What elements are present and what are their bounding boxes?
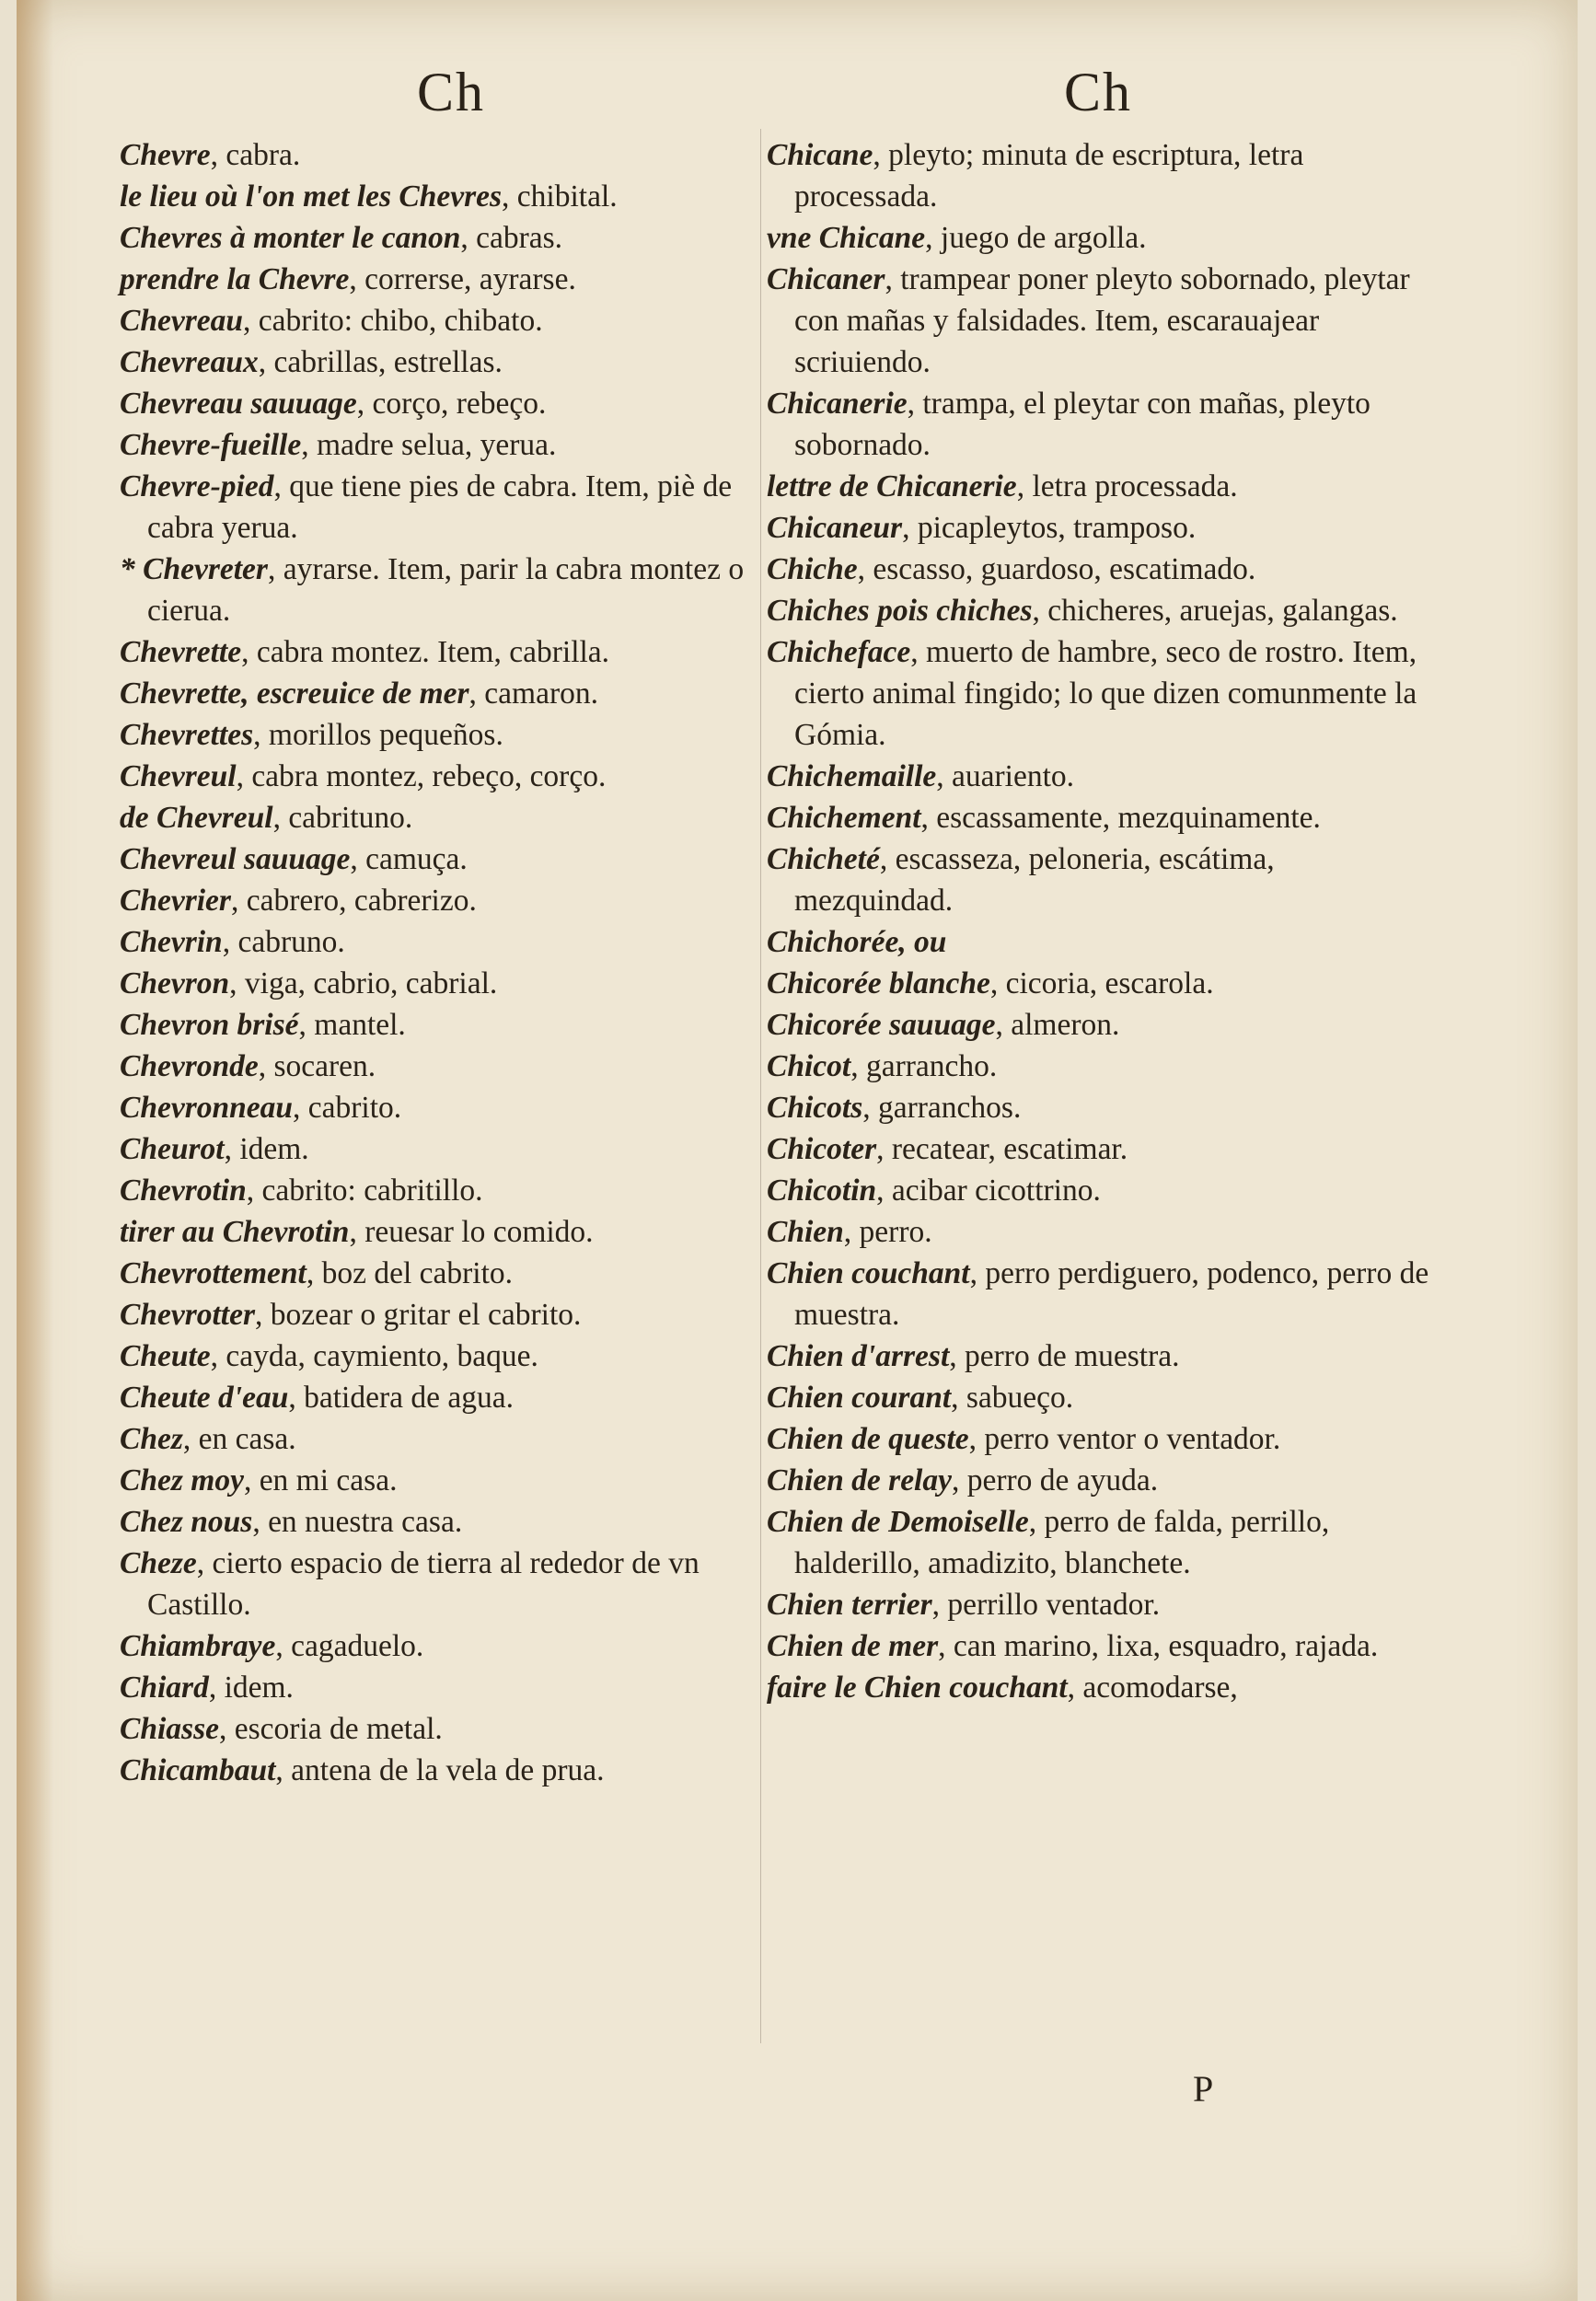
entry-headword: Chez moy (120, 1463, 244, 1497)
entry-definition: , cabruno. (222, 925, 345, 959)
dictionary-entry (767, 383, 1429, 466)
entry-definition: , garrancho. (850, 1049, 998, 1083)
entry-definition: , camuça. (350, 842, 468, 876)
entry-headword: Chez nous (120, 1505, 253, 1539)
entry-headword: Chevres à monter le canon (120, 221, 461, 255)
entry-definition: , escoria de metal. (218, 1712, 443, 1746)
entry-definition: , camaron. (468, 676, 598, 711)
dictionary-entry (120, 259, 746, 300)
entry-definition: , perro de muestra. (949, 1339, 1180, 1373)
entry-definition: , perro de falda, perrillo, halderillo, amadizito, blanchete. (794, 1505, 1330, 1580)
entry-headword: Chien (767, 1215, 844, 1249)
entry-headword: Chicotin (767, 1174, 877, 1208)
entry-headword: Chiasse (120, 1712, 219, 1746)
dictionary-entry (767, 1584, 1429, 1625)
entry-headword: Chicambaut (120, 1753, 276, 1787)
entry-definition: , correrse, ayrarse. (349, 262, 576, 296)
entry-headword: Chevreau (120, 304, 243, 338)
entry-definition: , cabrito: chibo, chibato. (243, 304, 543, 338)
entry-definition: , muerto de hambre, seco de rostro. Item, cierto animal fingido; lo que dizen comunmente la Gómia. (794, 635, 1417, 752)
entry-definition: , perrillo ventador. (931, 1588, 1161, 1622)
entry-definition: , pleyto; minuta de escriptura, letra processada. (794, 138, 1304, 214)
entry-definition: , can marino, lixa, esquadro, rajada. (938, 1629, 1379, 1663)
dictionary-entry (767, 921, 1429, 963)
entry-definition: , recatear, escatimar. (876, 1132, 1128, 1166)
dictionary-entry (120, 1170, 746, 1211)
entry-definition: , boz del cabrito. (306, 1256, 514, 1290)
entry-definition: , chicheres, aruejas, galangas. (1032, 594, 1398, 628)
dictionary-entry (120, 134, 746, 176)
signature-mark: P (1193, 2068, 1214, 2110)
entry-definition: , batidera de agua. (288, 1381, 514, 1415)
dictionary-entry (767, 631, 1429, 756)
dictionary-entry (120, 549, 746, 631)
entry-headword: lettre de Chicanerie (767, 469, 1017, 503)
entry-definition: , escassamente, mezquinamente. (920, 801, 1321, 835)
entry-definition: , sabueço. (951, 1381, 1074, 1415)
dictionary-entry (767, 1667, 1429, 1708)
entry-definition: , cicoria, escarola. (989, 966, 1214, 1000)
entry-definition: , juego de argolla. (925, 221, 1147, 255)
dictionary-entry (120, 797, 746, 838)
dictionary-entry (767, 1460, 1429, 1501)
entry-headword: Chien de relay (767, 1463, 952, 1497)
entry-definition: , cierto espacio de tierra al rededor de vn Castillo. (147, 1546, 700, 1622)
dictionary-entry (120, 466, 746, 549)
entry-list-left (120, 134, 746, 1791)
entry-definition: , trampear poner pleyto sobornado, pleytar con mañas y falsidades. Item, escarauajear scriuiendo. (794, 262, 1410, 379)
dictionary-entry (767, 797, 1429, 838)
entry-headword: Chicaneur (767, 511, 903, 545)
entry-headword: Chien de mer (767, 1629, 939, 1663)
dictionary-entry (120, 1294, 746, 1336)
dictionary-entry (767, 1211, 1429, 1253)
entry-headword: Chevrotter (120, 1298, 256, 1332)
entry-headword: * Chevreter (120, 552, 268, 586)
dictionary-entry (120, 383, 746, 424)
dictionary-entry (767, 1625, 1429, 1667)
entry-headword: Chien de queste (767, 1422, 969, 1456)
dictionary-entry (767, 838, 1429, 921)
dictionary-entry (120, 300, 746, 341)
entry-definition: , cabrito. (293, 1091, 402, 1125)
dictionary-entry (120, 838, 746, 880)
entry-headword: Chevrettes (120, 718, 254, 752)
entry-headword: Chevron brisé (120, 1008, 299, 1042)
entry-headword: Chicorée blanche (767, 966, 990, 1000)
entry-definition: , acomodarse, (1067, 1671, 1238, 1705)
entry-definition: , cagaduelo. (275, 1629, 424, 1663)
entry-definition: , perro perdiguero, podenco, perro de muestra. (794, 1256, 1429, 1332)
dictionary-entry (120, 1418, 746, 1460)
entry-headword: Chevrin (120, 925, 223, 959)
entry-headword: Chez (120, 1422, 183, 1456)
entry-definition: , corço, rebeço. (356, 387, 547, 421)
dictionary-entry (120, 963, 746, 1004)
entry-headword: faire le Chien couchant (767, 1671, 1068, 1705)
dictionary-entry (767, 1046, 1429, 1087)
dictionary-entry (767, 756, 1429, 797)
entry-definition: , letra processada. (1016, 469, 1238, 503)
dictionary-entry (120, 1087, 746, 1128)
entry-headword: Chiambraye (120, 1629, 276, 1663)
entry-definition: , madre selua, yerua. (301, 428, 557, 462)
entry-definition: , trampa, el pleytar con mañas, pleyto sobornado. (794, 387, 1370, 462)
entry-definition: , escasso, guardoso, escatimado. (857, 552, 1256, 586)
dictionary-entry (767, 549, 1429, 590)
dictionary-entry (120, 1708, 746, 1750)
entry-headword: Chichorée, ou (767, 925, 947, 959)
dictionary-entry (767, 1336, 1429, 1377)
dictionary-entry (120, 631, 746, 673)
entry-headword: Chevre-pied (120, 469, 274, 503)
entry-definition: , cabra montez. Item, cabrilla. (241, 635, 610, 669)
entry-definition: , cabrituno. (272, 801, 413, 835)
dictionary-entry (120, 714, 746, 756)
entry-headword: Chevronde (120, 1049, 259, 1083)
dictionary-entry (767, 590, 1429, 631)
dictionary-entry (767, 963, 1429, 1004)
dictionary-entry (120, 1750, 746, 1791)
entry-headword: Chevreul (120, 759, 237, 793)
entry-headword: Chien de Demoiselle (767, 1505, 1029, 1539)
entry-definition: , idem. (208, 1671, 294, 1705)
entry-definition: , bozear o gritar el cabrito. (255, 1298, 582, 1332)
dictionary-entry (120, 1377, 746, 1418)
entry-definition: , acibar cicottrino. (876, 1174, 1101, 1208)
entry-definition: , escasseza, peloneria, escátima, mezquindad. (794, 842, 1275, 918)
entry-headword: Chevron (120, 966, 230, 1000)
dictionary-entry (120, 341, 746, 383)
entry-definition: , garranchos. (862, 1091, 1022, 1125)
dictionary-entry (767, 466, 1429, 507)
dictionary-entry (120, 1253, 746, 1294)
entry-definition: , en casa. (182, 1422, 296, 1456)
entry-definition: , idem. (224, 1132, 309, 1166)
entry-definition: , perro de ayuda. (951, 1463, 1159, 1497)
dictionary-entry (767, 1087, 1429, 1128)
entry-definition: , cabra. (210, 138, 301, 172)
entry-definition: , reuesar lo comido. (349, 1215, 594, 1249)
entry-definition: , chibital. (502, 179, 618, 214)
entry-definition: , cabrero, cabrerizo. (230, 884, 477, 918)
entry-headword: Chien courant (767, 1381, 952, 1415)
dictionary-entry (120, 217, 746, 259)
entry-headword: Chevronneau (120, 1091, 294, 1125)
entry-headword: Chicoter (767, 1132, 877, 1166)
entry-headword: Cheute (120, 1339, 211, 1373)
entry-headword: Chichement (767, 801, 921, 835)
entry-definition: , cabrillas, estrellas. (258, 345, 503, 379)
entry-definition: , mantel. (298, 1008, 406, 1042)
dictionary-entry (120, 424, 746, 466)
dictionary-entry (767, 1377, 1429, 1418)
dictionary-entry (120, 1211, 746, 1253)
entry-definition: , que tiene pies de cabra. Item, piè de cabra yerua. (147, 469, 733, 545)
dictionary-entry (120, 756, 746, 797)
dictionary-entry (767, 1501, 1429, 1584)
entry-headword: Chicots (767, 1091, 863, 1125)
entry-headword: Chien terrier (767, 1588, 932, 1622)
dictionary-entry (120, 1460, 746, 1501)
dictionary-page (17, 0, 1578, 2301)
dictionary-entry (767, 1170, 1429, 1211)
entry-headword: Cheute d'eau (120, 1381, 289, 1415)
dictionary-entry (767, 1128, 1429, 1170)
entry-definition: , cabra montez, rebeço, corço. (236, 759, 607, 793)
entry-definition: , picapleytos, tramposo. (902, 511, 1197, 545)
dictionary-entry (767, 134, 1429, 217)
dictionary-entry (120, 880, 746, 921)
entry-headword: Chicanerie (767, 387, 908, 421)
entry-definition: , perro. (843, 1215, 932, 1249)
entry-headword: Chichemaille (767, 759, 937, 793)
entry-headword: Chevrottement (120, 1256, 306, 1290)
entry-definition: , cabras. (460, 221, 563, 255)
entry-headword: Chevreul sauuage (120, 842, 351, 876)
entry-headword: Chiche (767, 552, 858, 586)
left-column (120, 55, 746, 1791)
entry-headword: Chevrette, escreuice de mer (120, 676, 469, 711)
dictionary-entry (767, 1004, 1429, 1046)
dictionary-entry (120, 1667, 746, 1708)
entry-headword: de Chevreul (120, 801, 273, 835)
right-column (767, 55, 1429, 1708)
entry-headword: prendre la Chevre (120, 262, 350, 296)
entry-headword: Chevreau sauuage (120, 387, 357, 421)
dictionary-entry (767, 217, 1429, 259)
entry-definition: , morillos pequeños. (253, 718, 503, 752)
dictionary-entry (767, 1253, 1429, 1336)
entry-headword: Chicorée sauuage (767, 1008, 996, 1042)
dictionary-entry (120, 921, 746, 963)
column-divider (760, 129, 761, 2043)
dictionary-entry (120, 673, 746, 714)
entry-definition: , cayda, caymiento, baque. (210, 1339, 538, 1373)
entry-headword: Cheurot (120, 1132, 225, 1166)
entry-headword: Chien couchant (767, 1256, 970, 1290)
entry-headword: Chicheté (767, 842, 880, 876)
entry-headword: Chien d'arrest (767, 1339, 950, 1373)
entry-list-right (767, 134, 1429, 1708)
entry-definition: , antena de la vela de prua. (275, 1753, 605, 1787)
entry-headword: Cheze (120, 1546, 197, 1580)
dictionary-entry (120, 1501, 746, 1543)
entry-headword: Chevrette (120, 635, 242, 669)
entry-definition: , en nuestra casa. (252, 1505, 463, 1539)
dictionary-entry (120, 176, 746, 217)
entry-headword: Chicheface (767, 635, 911, 669)
entry-headword: Chicaner (767, 262, 885, 296)
running-head-right: Ch (1063, 62, 1133, 122)
entry-headword: Chicot (767, 1049, 851, 1083)
entry-headword: Chevrier (120, 884, 231, 918)
entry-headword: Chicane (767, 138, 873, 172)
entry-headword: Chiches pois chiches (767, 594, 1033, 628)
dictionary-entry (120, 1046, 746, 1087)
dictionary-entry (120, 1336, 746, 1377)
entry-definition: , en mi casa. (243, 1463, 398, 1497)
entry-definition: , ayrarse. Item, parir la cabra montez o cierua. (147, 552, 745, 628)
dictionary-entry (120, 1543, 746, 1625)
entry-definition: , almeron. (995, 1008, 1120, 1042)
entry-headword: tirer au Chevrotin (120, 1215, 350, 1249)
entry-definition: , viga, cabrio, cabrial. (229, 966, 498, 1000)
entry-headword: Chiard (120, 1671, 209, 1705)
dictionary-entry (767, 507, 1429, 549)
dictionary-entry (767, 259, 1429, 383)
running-head-left: Ch (416, 62, 486, 122)
entry-definition: , perro ventor o ventador. (968, 1422, 1281, 1456)
entry-definition: , socaren. (258, 1049, 376, 1083)
entry-headword: vne Chicane (767, 221, 926, 255)
dictionary-entry (120, 1004, 746, 1046)
dictionary-entry (120, 1128, 746, 1170)
entry-headword: Chevreaux (120, 345, 259, 379)
page-edge-shadow (17, 0, 53, 2301)
entry-definition: , cabrito: cabritillo. (246, 1174, 483, 1208)
entry-headword: Chevre (120, 138, 211, 172)
entry-definition: , auariento. (936, 759, 1075, 793)
entry-headword: le lieu où l'on met les Chevres (120, 179, 503, 214)
entry-headword: Chevrotin (120, 1174, 247, 1208)
dictionary-entry (120, 1625, 746, 1667)
entry-headword: Chevre-fueille (120, 428, 302, 462)
dictionary-entry (767, 1418, 1429, 1460)
